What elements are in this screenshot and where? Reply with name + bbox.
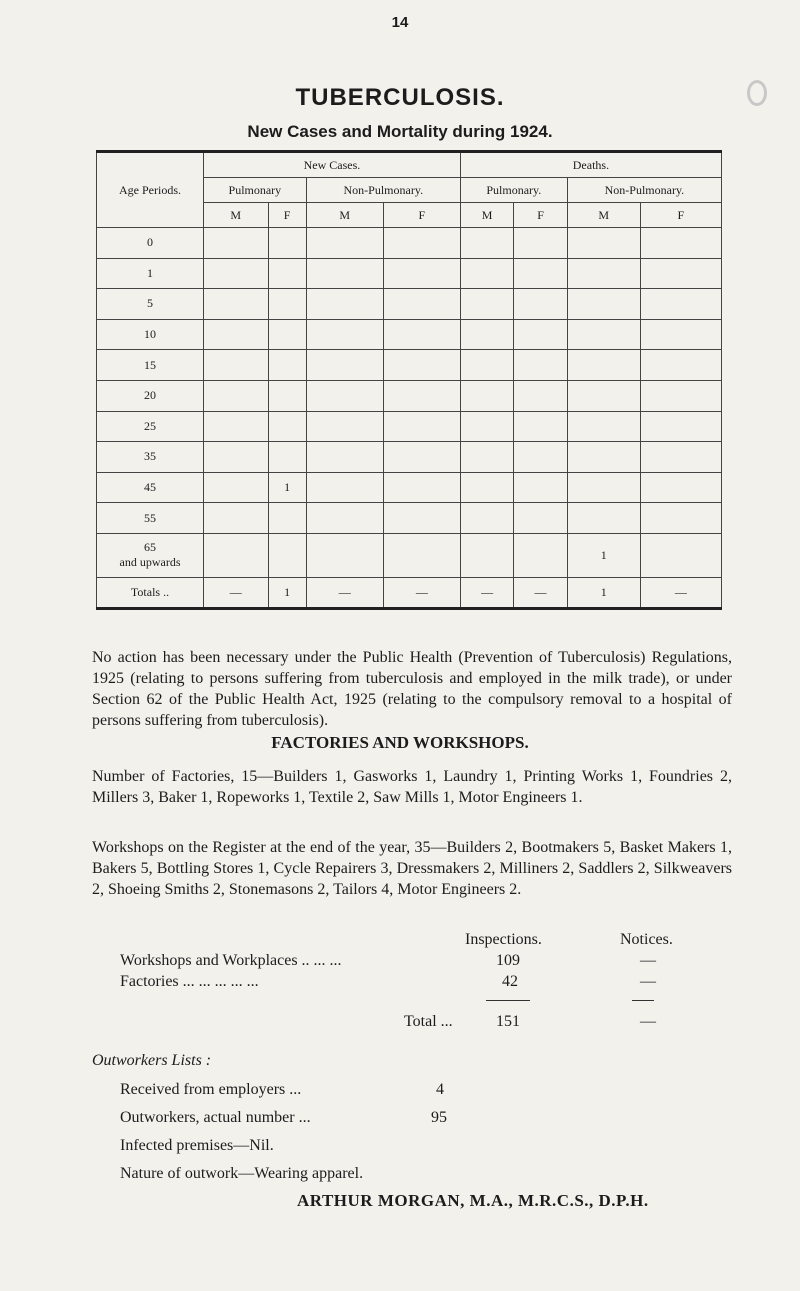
value-cell: [460, 380, 513, 411]
value-cell: [383, 380, 460, 411]
value-cell: [268, 503, 306, 534]
outworkers-number-label: Outworkers, actual number ...: [120, 1109, 311, 1126]
value-cell: [268, 258, 306, 289]
value-cell: [567, 258, 640, 289]
totals-row: [97, 577, 722, 608]
value-cell: [306, 411, 383, 442]
age-row: [97, 411, 722, 442]
sex-header: M: [460, 203, 513, 228]
value-cell: [567, 442, 640, 473]
age-cell: 20: [97, 380, 204, 411]
outworkers-received-label: Received from employers ...: [120, 1081, 302, 1098]
notices-column-header: Notices.: [620, 931, 673, 948]
value-cell: [383, 442, 460, 473]
value-cell: [514, 319, 567, 350]
sex-header: M: [204, 203, 269, 228]
value-cell: [383, 503, 460, 534]
age-cell: 45: [97, 472, 204, 503]
value-cell: [204, 350, 269, 381]
value-cell: [460, 289, 513, 320]
age-cell: 25: [97, 411, 204, 442]
age-cell: 1: [97, 258, 204, 289]
factories-label: Factories ... ... ... ... ...: [120, 973, 259, 990]
value-cell: [204, 258, 269, 289]
deaths-header: Deaths.: [460, 152, 721, 178]
value-cell: [460, 533, 513, 577]
value-cell: [306, 442, 383, 473]
nature-of-outwork: Nature of outwork—Wearing apparel.: [120, 1165, 364, 1182]
sum-rule: [486, 1000, 530, 1001]
value-cell: [514, 289, 567, 320]
value-cell: [383, 228, 460, 259]
value-cell: [204, 442, 269, 473]
age-cell: 35: [97, 442, 204, 473]
sum-rule: [632, 1000, 654, 1001]
page-subtitle: New Cases and Mortality during 1924.: [247, 122, 553, 141]
age-cell: 65 and upwards: [97, 533, 204, 577]
value-cell: [268, 380, 306, 411]
totals-cell: —: [514, 577, 567, 608]
value-cell: [460, 442, 513, 473]
value-cell: [514, 533, 567, 577]
tuberculosis-regulations-paragraph: No action has been necessary under the Public Health (Prevention of Tuberculosis) Regulations, 1925 (relating to persons suffering from tuberculosis and employed in the milk trade), or under Section 62 of the Public Health Act, 1925 (relating to the compulsory removal to a hospital of persons suffering from tuberculosis).: [92, 649, 732, 729]
sex-header: M: [306, 203, 383, 228]
totals-cell: —: [640, 577, 721, 608]
page-title: TUBERCULOSIS.: [295, 84, 505, 111]
value-cell: [640, 380, 721, 411]
value-cell: [383, 411, 460, 442]
value-cell: [383, 533, 460, 577]
age-row: [97, 503, 722, 534]
new-cases-header: New Cases.: [204, 152, 461, 178]
value-cell: [514, 472, 567, 503]
value-cell: [640, 411, 721, 442]
infected-premises: Infected premises—Nil.: [120, 1137, 274, 1154]
age-row: [97, 319, 722, 350]
value-cell: [640, 350, 721, 381]
factories-count-paragraph: Number of Factories, 15—Builders 1, Gasworks 1, Laundry 1, Printing Works 1, Foundries 2, Millers 3, Baker 1, Ropeworks 1, Textile 2, Saw Mills 1, Motor Engineers 1.: [92, 768, 732, 806]
age-cell: 15: [97, 350, 204, 381]
totals-cell: —: [383, 577, 460, 608]
value-cell: [567, 472, 640, 503]
sex-header: F: [640, 203, 721, 228]
totals-cell: —: [460, 577, 513, 608]
value-cell: [460, 319, 513, 350]
value-cell: [567, 228, 640, 259]
value-cell: [514, 503, 567, 534]
value-cell: [204, 228, 269, 259]
value-cell: [268, 411, 306, 442]
total-notices-value: —: [640, 1013, 656, 1030]
value-cell: [640, 442, 721, 473]
value-cell: [306, 380, 383, 411]
page-number: 14: [391, 14, 409, 31]
workshops-inspections-value: 109: [496, 952, 520, 969]
value-cell: [640, 258, 721, 289]
value-cell: [514, 380, 567, 411]
value-cell: [460, 411, 513, 442]
value-cell: [306, 350, 383, 381]
value-cell: [268, 319, 306, 350]
value-cell: [567, 503, 640, 534]
age-cell: 5: [97, 289, 204, 320]
value-cell: [268, 350, 306, 381]
value-cell: [268, 533, 306, 577]
sex-header: F: [383, 203, 460, 228]
sex-header: F: [268, 203, 306, 228]
age-row: [97, 350, 722, 381]
value-cell: [567, 411, 640, 442]
age-rows: [97, 228, 722, 578]
value-cell: [514, 442, 567, 473]
workshops-register-paragraph: Workshops on the Register at the end of the year, 35—Builders 2, Bootmakers 5, Basket Makers 1, Bakers 5, Bottling Stores 1, Cycle Repairers 3, Dressmakers 2, Milliners 2, Saddlers 2, Silkweavers 2, Shoeing Smiths 2, Stonemasons 2, Tailors 4, Motor Engineers 2.: [92, 839, 732, 898]
deaths-non-pulmonary-header: Non-Pulmonary.: [567, 178, 721, 203]
value-cell: [306, 533, 383, 577]
age-row: [97, 472, 722, 503]
value-cell: [383, 319, 460, 350]
outworkers-number-value: 95: [431, 1109, 447, 1126]
value-cell: [306, 319, 383, 350]
value-cell: [514, 258, 567, 289]
value-cell: [204, 503, 269, 534]
value-cell: 1: [268, 472, 306, 503]
value-cell: [460, 350, 513, 381]
total-inspections-value: 151: [496, 1013, 520, 1030]
age-periods-header: Age Periods.: [97, 152, 204, 228]
value-cell: [268, 289, 306, 320]
factories-inspections-value: 42: [502, 973, 518, 990]
value-cell: [640, 319, 721, 350]
value-cell: [306, 503, 383, 534]
age-row: [97, 442, 722, 473]
new-non-pulmonary-header: Non-Pulmonary.: [306, 178, 460, 203]
value-cell: [567, 289, 640, 320]
value-cell: [383, 289, 460, 320]
factories-heading: FACTORIES AND WORKSHOPS.: [271, 733, 529, 752]
tuberculosis-table-container: [96, 150, 722, 610]
value-cell: [204, 472, 269, 503]
age-row: [97, 258, 722, 289]
value-cell: [204, 411, 269, 442]
value-cell: [460, 258, 513, 289]
outworkers-received-value: 4: [436, 1081, 444, 1098]
age-row: [97, 533, 722, 577]
deaths-pulmonary-header: Pulmonary.: [460, 178, 567, 203]
value-cell: [514, 350, 567, 381]
outworkers-heading: Outworkers Lists :: [92, 1052, 212, 1069]
value-cell: [460, 228, 513, 259]
total-label: Total ...: [404, 1013, 453, 1030]
value-cell: [514, 228, 567, 259]
value-cell: [383, 350, 460, 381]
new-pulmonary-header: Pulmonary: [204, 178, 307, 203]
age-row: [97, 228, 722, 259]
inspections-column-header: Inspections.: [465, 931, 542, 948]
value-cell: [383, 258, 460, 289]
value-cell: 1: [567, 533, 640, 577]
value-cell: [640, 472, 721, 503]
sex-header: M: [567, 203, 640, 228]
value-cell: [640, 503, 721, 534]
value-cell: [567, 380, 640, 411]
totals-cell: —: [204, 577, 269, 608]
age-row: [97, 380, 722, 411]
factories-notices-value: —: [640, 973, 656, 990]
value-cell: [640, 228, 721, 259]
value-cell: [268, 442, 306, 473]
totals-cell: 1: [567, 577, 640, 608]
value-cell: [460, 503, 513, 534]
age-cell: 0: [97, 228, 204, 259]
value-cell: [204, 380, 269, 411]
sex-header: F: [514, 203, 567, 228]
value-cell: [567, 350, 640, 381]
value-cell: [306, 472, 383, 503]
value-cell: [306, 258, 383, 289]
tuberculosis-table: [96, 150, 722, 610]
value-cell: [204, 319, 269, 350]
value-cell: [306, 289, 383, 320]
workshops-notices-value: —: [640, 952, 656, 969]
value-cell: [383, 472, 460, 503]
totals-cell: —: [306, 577, 383, 608]
value-cell: [640, 289, 721, 320]
value-cell: [268, 228, 306, 259]
age-cell: 10: [97, 319, 204, 350]
value-cell: [460, 472, 513, 503]
age-cell: 55: [97, 503, 204, 534]
value-cell: [640, 533, 721, 577]
totals-label: Totals ..: [97, 577, 204, 608]
value-cell: [514, 411, 567, 442]
value-cell: [567, 319, 640, 350]
value-cell: [306, 228, 383, 259]
value-cell: [204, 533, 269, 577]
signature: ARTHUR MORGAN, M.A., M.R.C.S., D.P.H.: [297, 1191, 649, 1210]
value-cell: [204, 289, 269, 320]
workshops-label: Workshops and Workplaces .. ... ...: [120, 952, 342, 969]
totals-cell: 1: [268, 577, 306, 608]
age-row: [97, 289, 722, 320]
